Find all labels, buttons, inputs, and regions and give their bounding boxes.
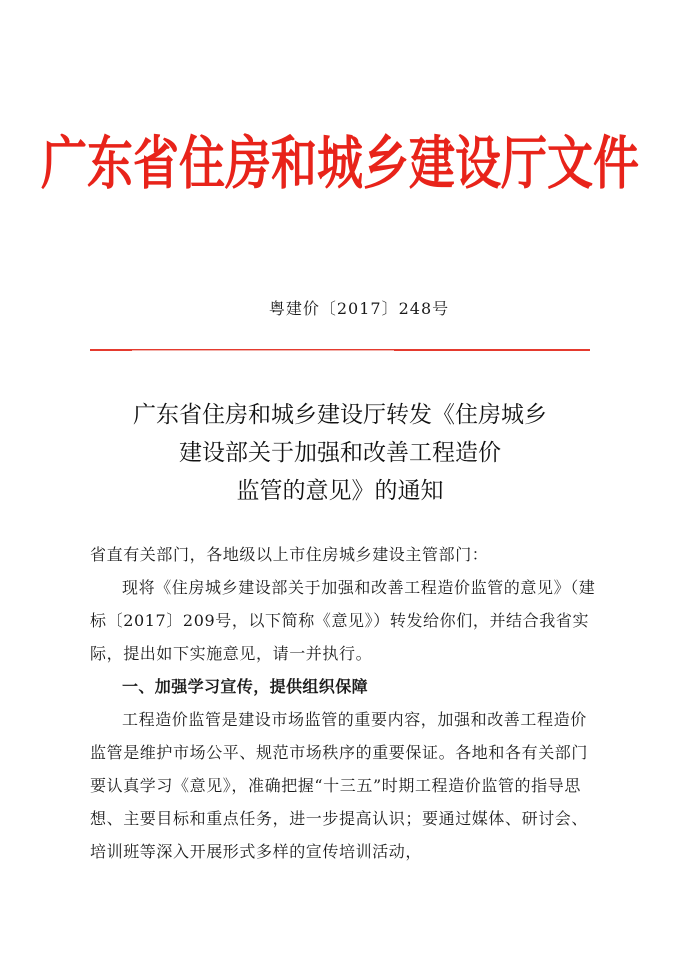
document-number: 粤建价〔2017〕248号 (268, 299, 450, 318)
section-heading-1: 一、加强学习宣传，提供组织保障 (122, 677, 369, 696)
issuer-header-title: 广东省住房和城乡建设厅文件 (41, 129, 639, 197)
section-1-paragraph: 工程造价监管是建设市场监管的重要内容，加强和改善工程造价监管是维护市场公平、规范市场秩序的重要保证。各地和各有关部门要认真学习《意见》，准确把握“十三五”时期工程造价监管的指导思想、主要目标和重点任务，进一步提高认识；要通过媒体、研讨会、培训班等深入开展形式多样的宣传培训活动， (90, 710, 589, 861)
notice-title-line-1: 广东省住房和城乡建设厅转发《住房城乡 (133, 402, 547, 428)
document-body (90, 538, 598, 868)
red-divider-line-faint (132, 350, 394, 351)
notice-title-line-2: 建设部关于加强和改善工程造价 (179, 440, 501, 466)
salutation: 省直有关部门，各地级以上市住房城乡建设主管部门： (90, 545, 489, 564)
intro-paragraph: 现将《住房城乡建设部关于加强和改善工程造价监管的意见》（建标〔2017〕209号，以下简称《意见》）转发给你们，并结合我省实际，提出如下实施意见，请一并执行。 (90, 578, 596, 663)
notice-title (0, 396, 680, 510)
notice-title-line-3: 监管的意见》的通知 (236, 478, 444, 504)
